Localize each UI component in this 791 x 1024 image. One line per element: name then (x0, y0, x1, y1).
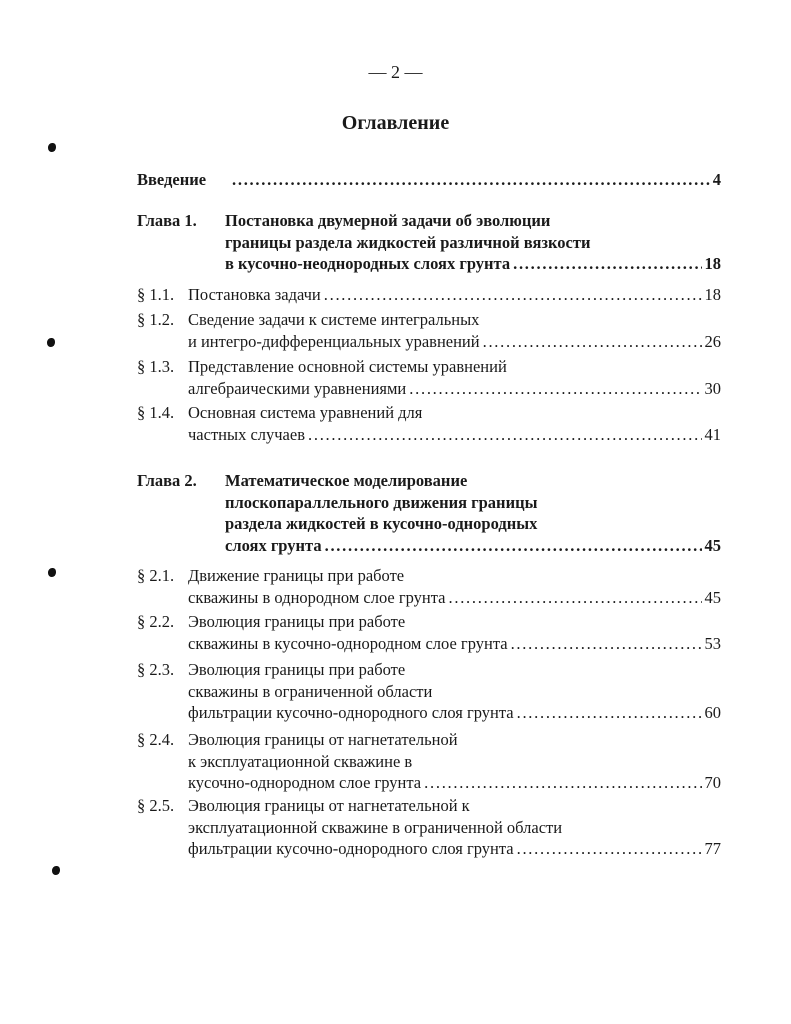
leader-dots (324, 284, 702, 306)
toc-entry-text: эксплуатационной скважине в ограниченной области (188, 817, 563, 837)
toc-page-number: 41 (704, 424, 721, 444)
toc-entry-text: раздела жидкостей в кусочно-однородных (225, 514, 538, 533)
leader-dots (513, 253, 701, 275)
toc-entry-text: скважины в кусочно-однородном слое грунта (188, 633, 508, 653)
toc-entry-number: § 1.3. (137, 357, 175, 376)
scan-speck (47, 338, 55, 347)
toc-entry-number: § 1.1. (137, 285, 175, 304)
toc-entry-text: Постановка задачи (188, 285, 321, 304)
leader-dots (424, 772, 701, 794)
toc-entry-text: Эволюция границы при работе (188, 612, 406, 631)
toc-entry-text: к эксплуатационной скважине в (188, 751, 413, 771)
toc-entry-number: Введение (137, 170, 207, 189)
toc-entry-text: Эволюция границы от нагнетательной к (188, 796, 470, 815)
toc-page-number: 53 (704, 633, 721, 653)
toc-entry-number: Глава 1. (137, 211, 197, 230)
toc-entry-number: § 1.4. (137, 403, 175, 422)
toc-entry-text: скважины в однородном слое грунта (188, 587, 446, 607)
scan-speck (48, 143, 56, 152)
toc-entry-text: скважины в ограниченной области (188, 681, 433, 701)
toc-page-number: 70 (704, 773, 721, 792)
toc-entry-number: § 2.5. (137, 796, 175, 815)
leader-dots (308, 424, 702, 446)
toc-entry-text: и интегро-дифференциальных уравнений (188, 331, 480, 351)
leader-dots (511, 633, 702, 655)
toc-page-number: 26 (704, 331, 721, 351)
toc-entry-number: § 2.3. (137, 660, 175, 679)
leader-dots (483, 331, 702, 353)
page-number: — 2 — (368, 62, 423, 82)
leader-dots (325, 535, 702, 557)
toc-entry-text: Математическое моделирование (225, 471, 468, 490)
toc-entry-text: плоскопараллельного движения границы (225, 492, 538, 512)
toc-page-number: 18 (704, 254, 721, 273)
toc-page-number: 18 (704, 285, 721, 304)
toc-entry-text: фильтрации кусочно-однородного слоя грунта (188, 839, 514, 858)
leader-dots (517, 838, 702, 860)
leader-dots (409, 378, 701, 400)
toc-entry-text: фильтрации кусочно-однородного слоя грунта (188, 703, 514, 722)
toc-entry-text: границы раздела жидкостей различной вязкости (225, 232, 591, 252)
toc-entry-number: § 2.2. (137, 612, 175, 631)
toc-entry-text: Сведение задачи к системе интегральных (188, 310, 480, 329)
leader-dots (232, 169, 710, 191)
toc-entry-text: кусочно-однородном слое грунта (188, 773, 422, 792)
toc-entry-number: § 2.4. (137, 730, 175, 749)
toc-page-number: 60 (704, 703, 721, 722)
leader-dots (449, 587, 702, 609)
toc-entry-text: Основная система уравнений для (188, 403, 423, 422)
toc-entry-text: Представление основной системы уравнений (188, 357, 507, 376)
toc-entry-text: Постановка двумерной задачи об эволюции (225, 211, 551, 230)
toc-entry-text: частных случаев (188, 424, 305, 444)
toc-entry-number: § 2.1. (137, 566, 175, 585)
toc-page-number: 77 (704, 839, 721, 858)
scan-speck (48, 568, 56, 577)
toc-page-number: 45 (704, 535, 721, 555)
toc-entry-text: алгебраическими уравнениями (188, 378, 407, 398)
toc-page-number: 30 (704, 378, 721, 398)
toc-entry-text: Эволюция границы при работе (188, 660, 406, 679)
scan-speck (52, 866, 60, 875)
toc-page-number: 45 (704, 587, 721, 607)
toc-entry-text: в кусочно-неоднородных слоях грунта (225, 254, 511, 273)
toc-page-number: 4 (712, 170, 721, 189)
toc-entry-text: Движение границы при работе (188, 566, 405, 585)
toc-entry-number: Глава 2. (137, 471, 197, 490)
leader-dots (517, 702, 702, 724)
toc-title: Оглавление (341, 112, 450, 134)
toc-entry-number: § 1.2. (137, 310, 175, 329)
toc-entry-text: слоях грунта (225, 535, 322, 555)
toc-entry-text: Эволюция границы от нагнетательной (188, 730, 458, 749)
